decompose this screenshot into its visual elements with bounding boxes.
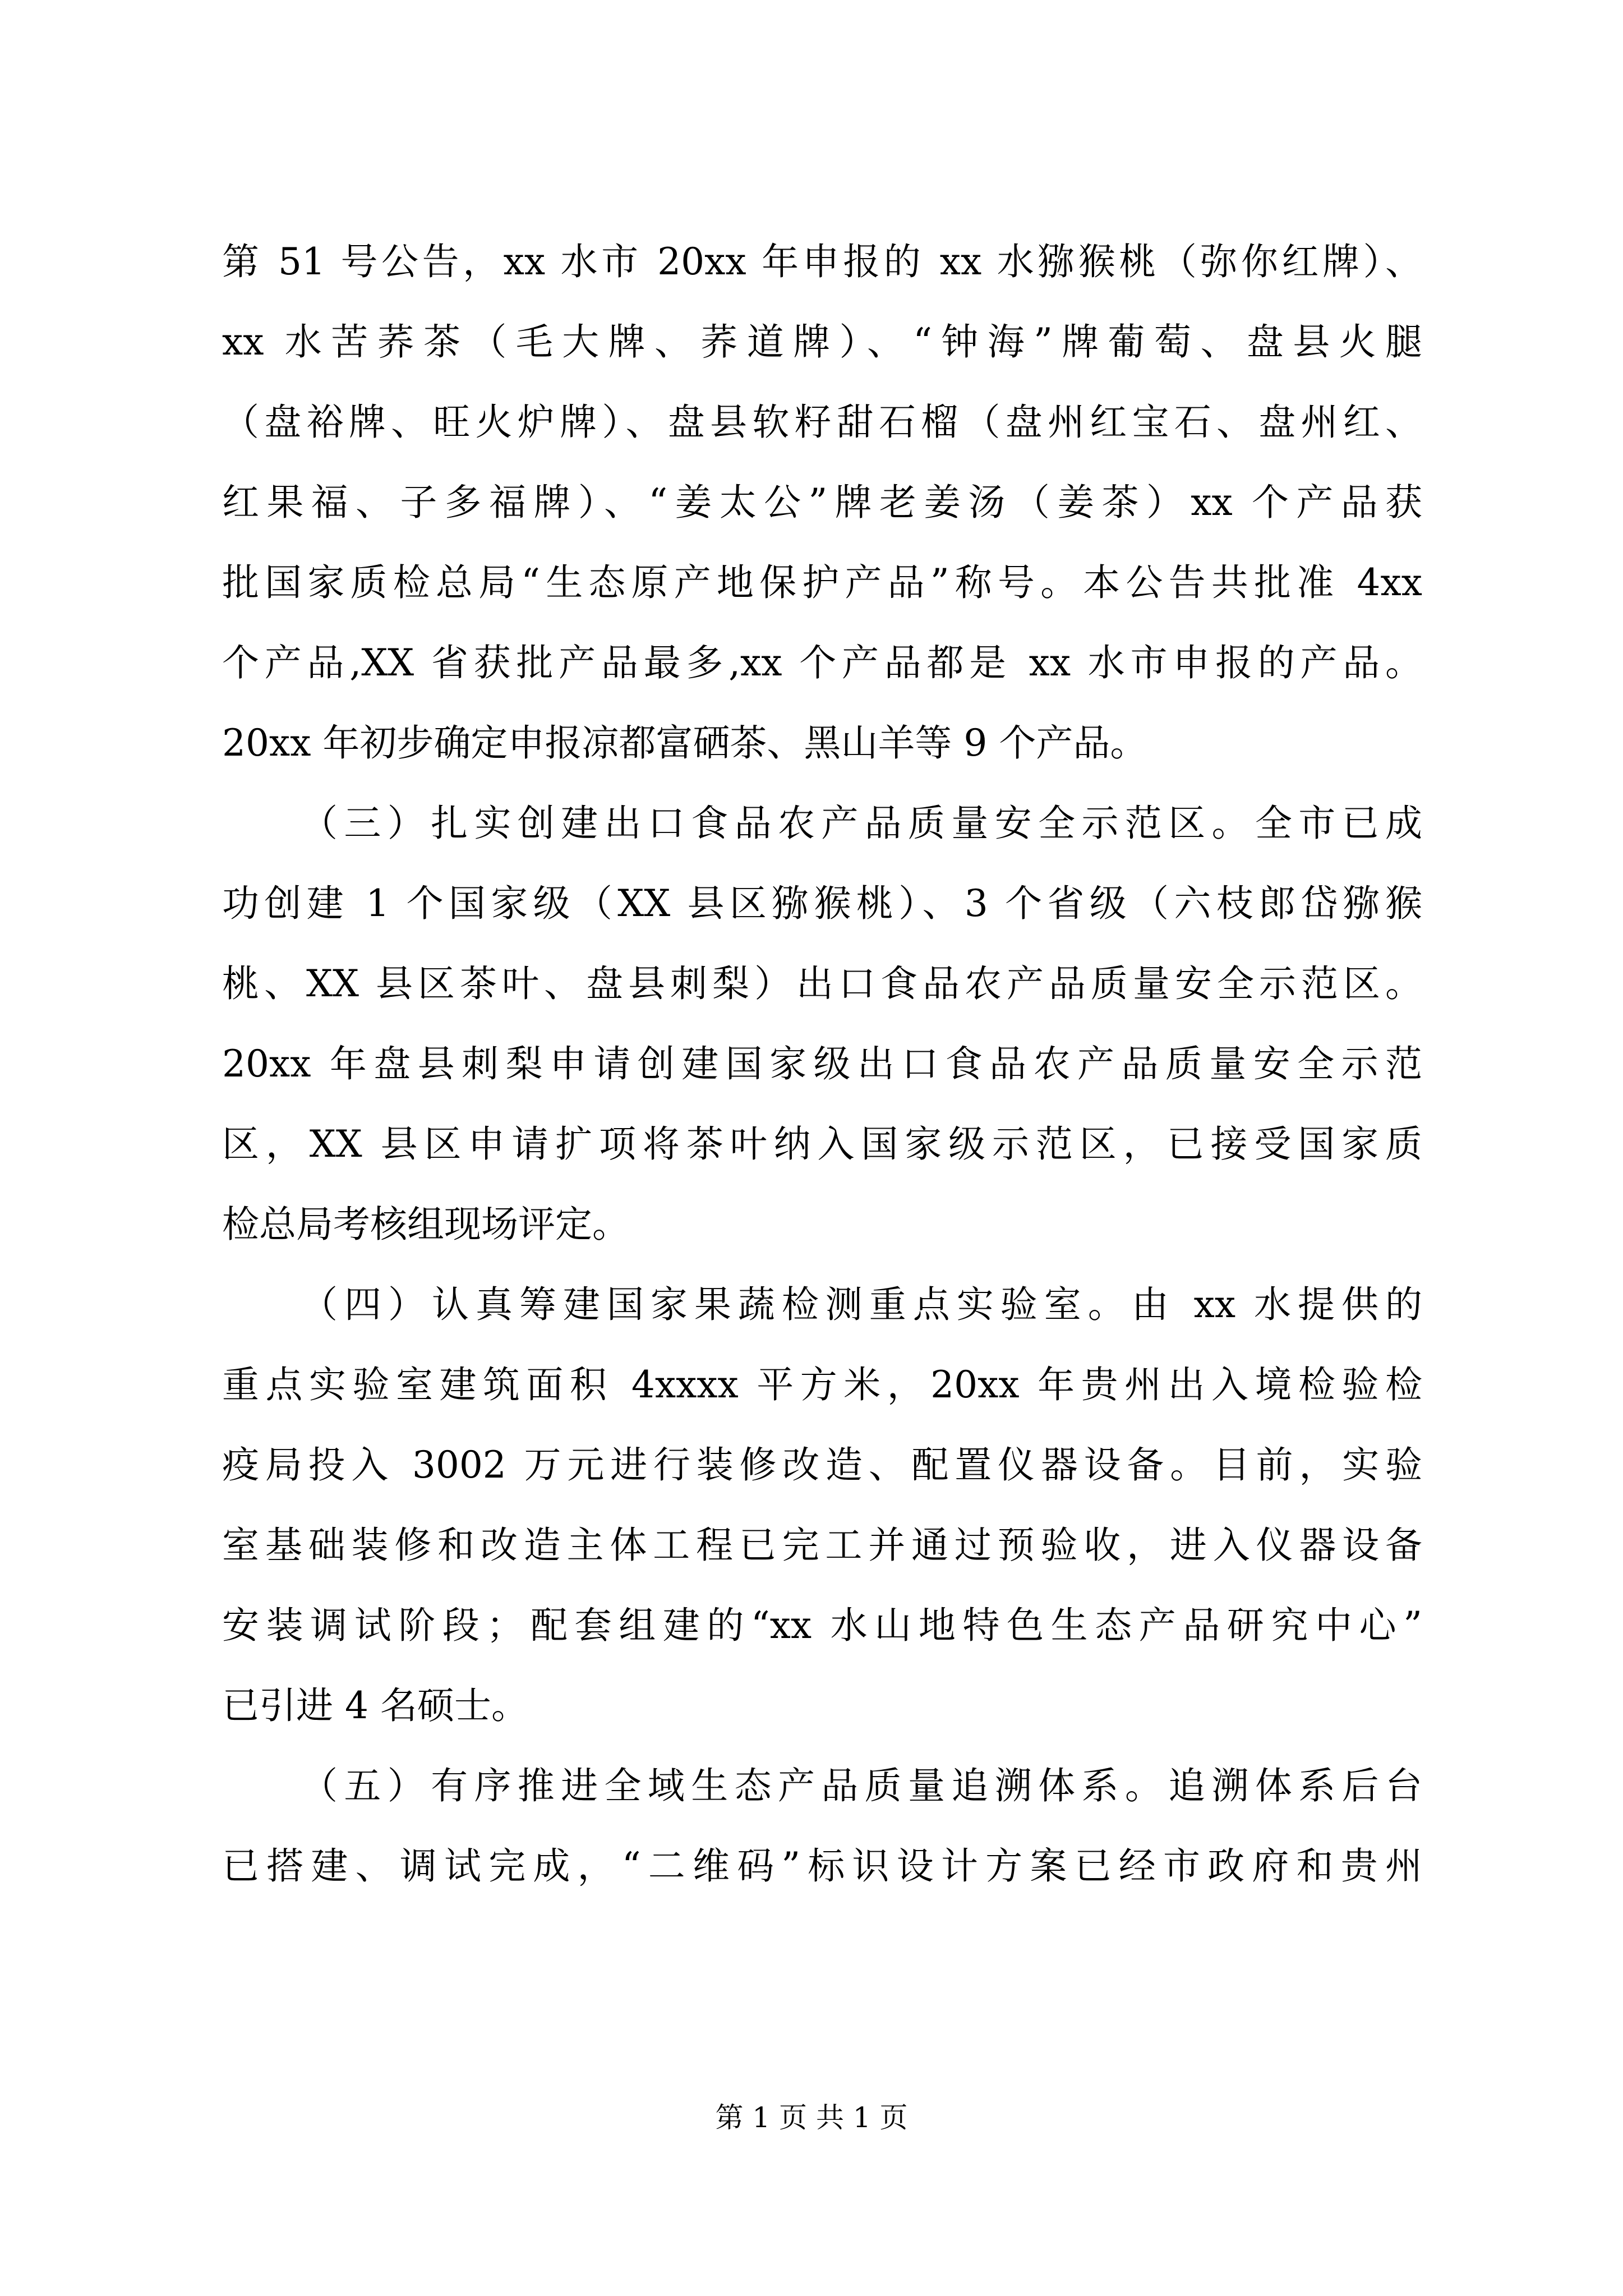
text-line: 重点实验室建筑面积 4xxxx 平方米，20xx 年贵州出入境检验检 bbox=[222, 1363, 1422, 1406]
text-line: xx 水苦荞茶（毛大牌、荞道牌）、“钟海”牌葡萄、盘县火腿 bbox=[222, 320, 1422, 364]
text-line: 已搭建、调试完成，“二维码”标识设计方案已经市政府和贵州 bbox=[222, 1844, 1422, 1888]
text-line: 检总局考核组现场评定。 bbox=[222, 1203, 629, 1246]
text-line: 个产品,XX 省获批产品最多,xx 个产品都是 xx 水市申报的产品。 bbox=[222, 641, 1422, 684]
section-heading-line: （三）扎实创建出口食品农产品质量安全示范区。全市已成 bbox=[301, 802, 1422, 845]
text-line: 红果福、子多福牌）、“姜太公”牌老姜汤（姜茶）xx 个产品获 bbox=[222, 481, 1422, 524]
text-line: 20xx 年初步确定申报凉都富硒茶、黑山羊等 9 个产品。 bbox=[222, 721, 1147, 765]
text-line: 疫局投入 3002 万元进行装修改造、配置仪器设备。目前，实验 bbox=[222, 1443, 1422, 1487]
text-line: （盘裕牌、旺火炉牌）、盘县软籽甜石榴（盘州红宝石、盘州红、 bbox=[222, 401, 1422, 444]
section-heading-line: （五）有序推进全域生态产品质量追溯体系。追溯体系后台 bbox=[301, 1764, 1422, 1807]
page-footer: 第 1 页 共 1 页 bbox=[715, 2101, 908, 2134]
text-line: 批国家质检总局“生态原产地保护产品”称号。本公告共批准 4xx bbox=[222, 561, 1422, 604]
text-line: 功创建 1 个国家级（XX 县区猕猴桃）、3 个省级（六枝郎岱猕猴 bbox=[222, 882, 1422, 925]
text-line: 已引进 4 名硕士。 bbox=[222, 1684, 528, 1727]
section-heading-line: （四）认真筹建国家果蔬检测重点实验室。由 xx 水提供的 bbox=[301, 1283, 1422, 1326]
text-line: 桃、XX 县区茶叶、盘县刺梨）出口食品农产品质量安全示范区。 bbox=[222, 962, 1422, 1005]
text-line: 安装调试阶段；配套组建的“xx 水山地特色生态产品研究中心” bbox=[222, 1604, 1422, 1647]
text-line: 20xx 年盘县刺梨申请创建国家级出口食品农产品质量安全示范 bbox=[222, 1042, 1422, 1085]
text-line: 第 51 号公告，xx 水市 20xx 年申报的 xx 水猕猴桃（弥你红牌）、 bbox=[222, 240, 1422, 283]
text-line: 室基础装修和改造主体工程已完工并通过预验收，进入仪器设备 bbox=[222, 1524, 1422, 1567]
text-line: 区，XX 县区申请扩项将茶叶纳入国家级示范区，已接受国家质 bbox=[222, 1122, 1422, 1166]
document-body bbox=[222, 222, 1422, 1906]
